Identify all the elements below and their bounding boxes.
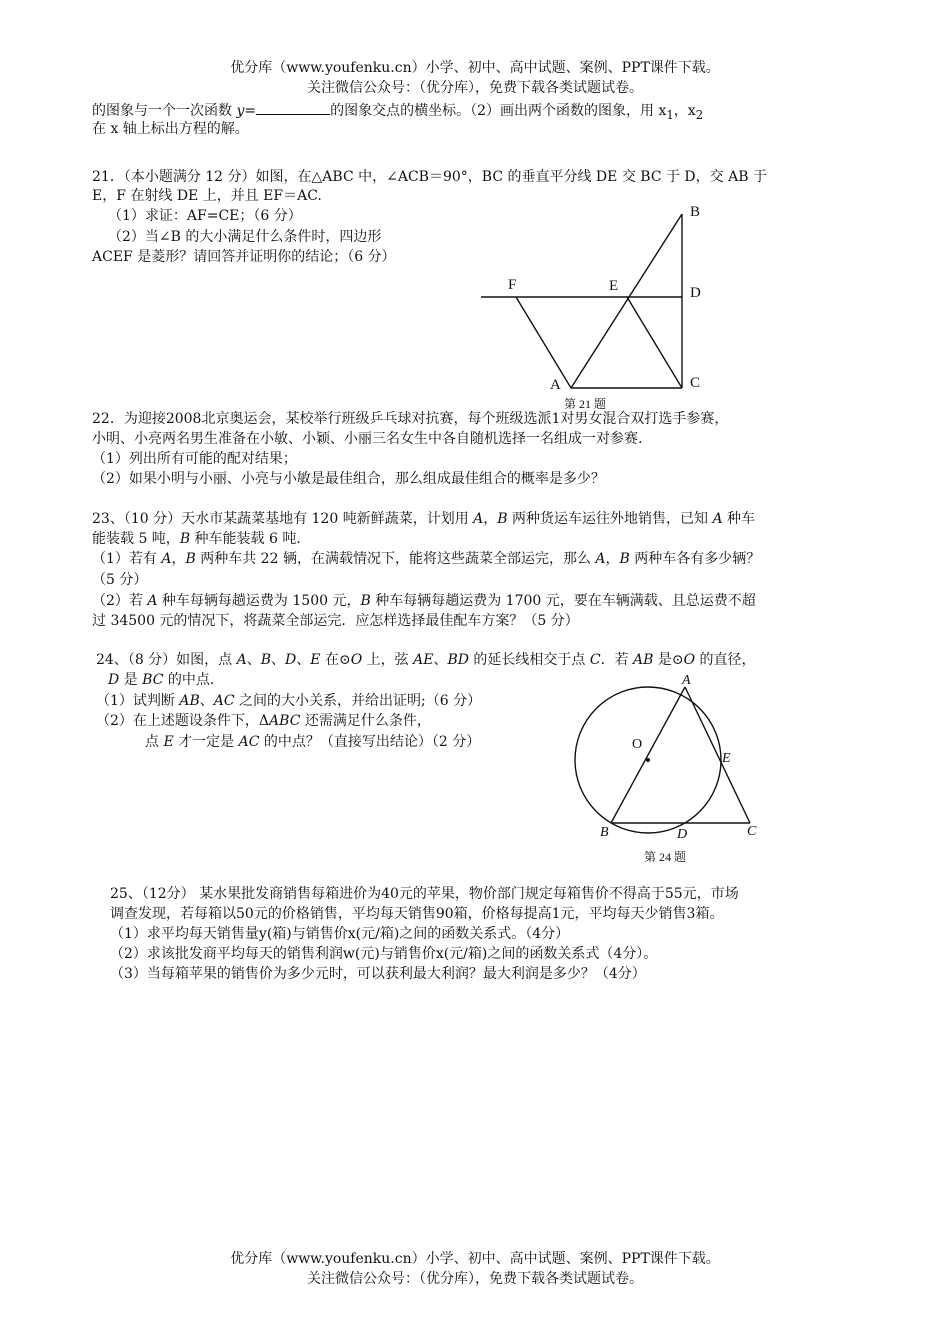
label-o: O [632, 737, 643, 752]
q24-part-2b: 点 E 才一定是 AC 的中点？（直接写出结论）（2 分） [145, 734, 481, 750]
q25-part-2: （2）求该批发商平均每天的销售利润w(元)与销售价x(元/箱)之间的函数关系式（4分）。 [110, 946, 658, 962]
q22-line-2: 小明、小亮两名男生准备在小敏、小颖、小丽三名女生中各自随机选择一名组成一对参赛. [92, 431, 643, 447]
q21-line-1: 21．（本小题满分 12 分）如图，在△ABC 中，∠ACB＝90°，BC 的垂直平分线 DE 交 BC 于 D，交 AB 于 [92, 169, 767, 185]
label-e: E [609, 278, 619, 294]
answer-blank [256, 101, 330, 115]
label-b: B [600, 825, 609, 840]
line-ab [571, 214, 682, 388]
q24-part-1: （1）试判断 AB、AC 之间的大小关系，并给出证明;（6 分） [96, 693, 482, 709]
q25-line-1: 25、（12分） 某水果批发商销售每箱进价为40元的苹果，物价部门规定每箱售价不得高于55元，市场 [110, 886, 739, 902]
q24-part-2: （2）在上述题设条件下，ΔABC 还需满足什么条件， [96, 713, 431, 729]
label-a: A [682, 673, 691, 688]
line-ab [611, 687, 685, 823]
q21-part-2a: （2）当∠B 的大小满足什么条件时，四边形 [108, 229, 382, 245]
figure-24-caption: 第 24 题 [644, 850, 687, 864]
line-ec [627, 297, 682, 388]
figure-21-caption: 第 21 题 [564, 397, 607, 411]
figure-24 [568, 668, 768, 868]
q23-line-2: 能装载 5 吨，B 种车能装载 6 吨. [92, 531, 301, 547]
header-line-1: 优分库（www.youfenku.cn）小学、初中、高中试题、案例、PPT课件下载。 [230, 60, 720, 76]
line-fa [516, 297, 571, 388]
q24-line-1: 24、（8 分）如图，点 A、B、D、E 在⊙O 上，弦 AE、BD 的延长线相交于点 C．若 AB 是⊙O 的直径， [96, 652, 756, 668]
q22-part-1: （1）列出所有可能的配对结果； [92, 451, 297, 467]
q21-line-2: E，F 在射线 DE 上，并且 EF＝AC. [92, 188, 322, 204]
figure-21 [470, 196, 720, 412]
q25-part-3: （3）当每箱苹果的销售价为多少元时，可以获利最大利润？最大利润是多少？（4分） [110, 966, 646, 982]
footer-line-2: 关注微信公众号：（优分库），免费下载各类试题试卷。 [307, 1271, 643, 1287]
label-b: B [690, 204, 701, 220]
q23-part-2b: 过 34500 元的情况下，将蔬菜全部运完．应怎样选择最佳配车方案？（5 分） [92, 613, 579, 629]
q23-part-1-score: （5 分） [92, 572, 148, 588]
label-c: C [747, 824, 757, 839]
q25-part-1: （1）求平均每天销售量y(箱)与销售价x(元/箱)之间的函数关系式。（4分） [110, 926, 570, 942]
label-a: A [550, 377, 561, 393]
q21-part-2b: ACEF 是菱形？请回答并证明你的结论；（6 分） [92, 249, 396, 265]
q23-line-1: 23、（10 分）天水市某蔬菜基地有 120 吨新鲜蔬菜，计划用 A，B 两种货运车运往外地销售，已知 A 种车 [92, 511, 756, 527]
q23-part-1: （1）若有 A，B 两种车共 22 辆，在满载情况下，能将这些蔬菜全部运完，那么 A，B 两种车各有多少辆？ [92, 551, 761, 567]
q20-line-1: 的图象与一个一次函数 y= 的图象交点的横坐标。（2）画出两个函数的图象，用 $x_1$，$x_2$ [92, 103, 704, 122]
header-line-2: 关注微信公众号：（优分库），免费下载各类试题试卷。 [307, 80, 643, 96]
q25-line-2: 调查发现，若每箱以50元的价格销售，平均每天销售90箱，价格每提高1元，平均每天少销售3箱。 [110, 906, 724, 922]
label-d: D [677, 827, 688, 842]
line-ac [685, 687, 750, 823]
q20-line-2: 在 x 轴上标出方程的解。 [92, 121, 249, 137]
label-f: F [508, 277, 517, 293]
q21-part-1: （1）求证：AF=CE；（6 分） [108, 208, 302, 224]
q22-part-2: （2）如果小明与小丽、小亮与小敏是最佳组合，那么组成最佳组合的概率是多少？ [92, 471, 605, 487]
center-point [646, 758, 650, 762]
q24-line-2: D 是 BC 的中点. [108, 672, 215, 688]
label-c: C [690, 375, 701, 391]
q23-part-2: （2）若 A 种车每辆每趟运费为 1500 元，B 种车每辆每趟运费为 1700 元，要在车辆满载、且总运费不超 [92, 593, 756, 609]
label-d: D [690, 285, 701, 301]
footer-line-1: 优分库（www.youfenku.cn）小学、初中、高中试题、案例、PPT课件下载。 [230, 1251, 720, 1267]
q22-line-1: 22．为迎接2008北京奥运会，某校举行班级乒乓球对抗赛，每个班级选派1对男女混合双打选手参赛， [92, 411, 729, 427]
label-e: E [722, 751, 731, 766]
